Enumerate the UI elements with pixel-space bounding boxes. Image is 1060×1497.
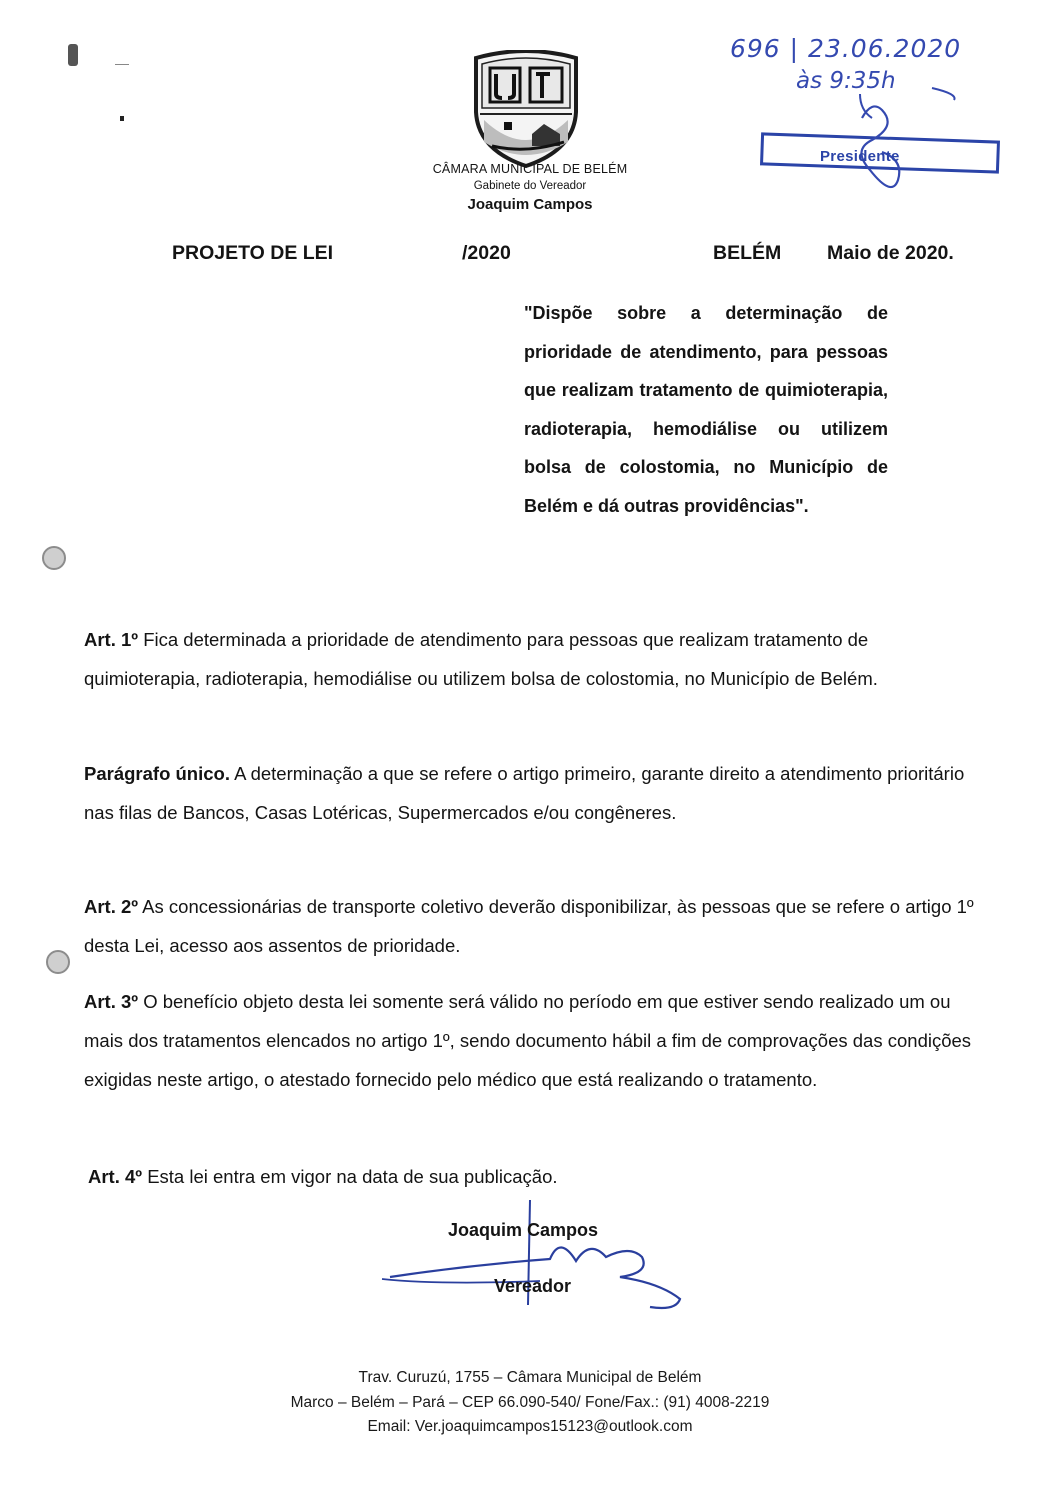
scan-speck bbox=[115, 64, 129, 65]
ementa: "Dispõe sobre a determinação de prioridade de atendimento, para pessoas que realizam tratamento de quimioterapia, radioterapia, hemodiálise ou utilizem bolsa de colostomia, no Município de Belém e dá outras providências". bbox=[524, 303, 888, 516]
protocol-time: às 9:35h bbox=[796, 68, 896, 94]
councilor-name: Joaquim Campos bbox=[467, 196, 593, 213]
article-3 bbox=[84, 982, 986, 1099]
article-3-label: Art. 3º bbox=[84, 991, 139, 1012]
institution-name: CÂMARA MUNICIPAL DE BELÉM bbox=[432, 162, 628, 176]
doc-type: PROJETO DE LEI bbox=[172, 242, 334, 264]
article-4-label: Art. 4º bbox=[88, 1166, 143, 1187]
punch-hole bbox=[42, 546, 66, 570]
punch-hole bbox=[46, 950, 70, 974]
date: Maio de 2020. bbox=[827, 242, 954, 264]
scan-speck bbox=[68, 44, 78, 66]
paragraph-label: Parágrafo único. bbox=[84, 763, 230, 784]
protocol-number-date: 696 | 23.06.2020 bbox=[730, 34, 962, 63]
article-1 bbox=[84, 620, 986, 698]
bill-number: /2020 bbox=[462, 242, 511, 264]
article-1-text: Fica determinada a prioridade de atendimento para pessoas que realizam tratamento de quimioterapia, radioterapia, hemodiálise ou utilizem bolsa de colostomia, no Município de Belém. bbox=[84, 629, 878, 689]
article-4-text: Esta lei entra em vigor na data de sua publicação. bbox=[147, 1166, 558, 1187]
signatory-role: Vereador bbox=[494, 1276, 572, 1296]
article-2-label: Art. 2º bbox=[84, 896, 139, 917]
scan-speck bbox=[120, 116, 124, 121]
paragraph-text: A determinação a que se refere o artigo primeiro, garante direito a atendimento prioritário nas filas de Bancos, Casas Lotéricas, Supermercados e/ou congêneres. bbox=[84, 763, 965, 823]
signatory-name: Joaquim Campos bbox=[448, 1220, 599, 1240]
handwritten-signature bbox=[380, 1195, 700, 1325]
protocol-stamp-box bbox=[722, 30, 1002, 220]
office-name: Gabinete do Vereador bbox=[473, 180, 587, 192]
footer-contact: Marco – Belém – Pará – CEP 66.090-540/ Fone/Fax.: (91) 4008-2219 bbox=[290, 1394, 770, 1411]
city: BELÉM bbox=[713, 242, 782, 264]
article-4 bbox=[88, 1157, 990, 1196]
article-2 bbox=[84, 887, 986, 965]
footer-address: Trav. Curuzú, 1755 – Câmara Municipal de Belém bbox=[358, 1369, 702, 1386]
paragraph-unico bbox=[84, 754, 986, 832]
article-3-text: O benefício objeto desta lei somente será válido no período em que estiver sendo realizado um ou mais dos tratamentos elencados no artigo 1º, sendo documento hábil a fim de comprovações das condições exigidas neste artigo, o atestado fornecido pelo médico que está realizando o tratamento. bbox=[84, 991, 972, 1090]
stamp-label-presidente: Presidente bbox=[820, 148, 900, 165]
municipal-crest-logo bbox=[470, 50, 582, 170]
footer-email: Email: Ver.joaquimcampos15123@outlook.com bbox=[367, 1418, 693, 1435]
article-1-label: Art. 1º bbox=[84, 629, 139, 650]
article-2-text: As concessionárias de transporte coletivo deverão disponibilizar, às pessoas que se refere o artigo 1º desta Lei, acesso aos assentos de prioridade. bbox=[84, 896, 974, 956]
